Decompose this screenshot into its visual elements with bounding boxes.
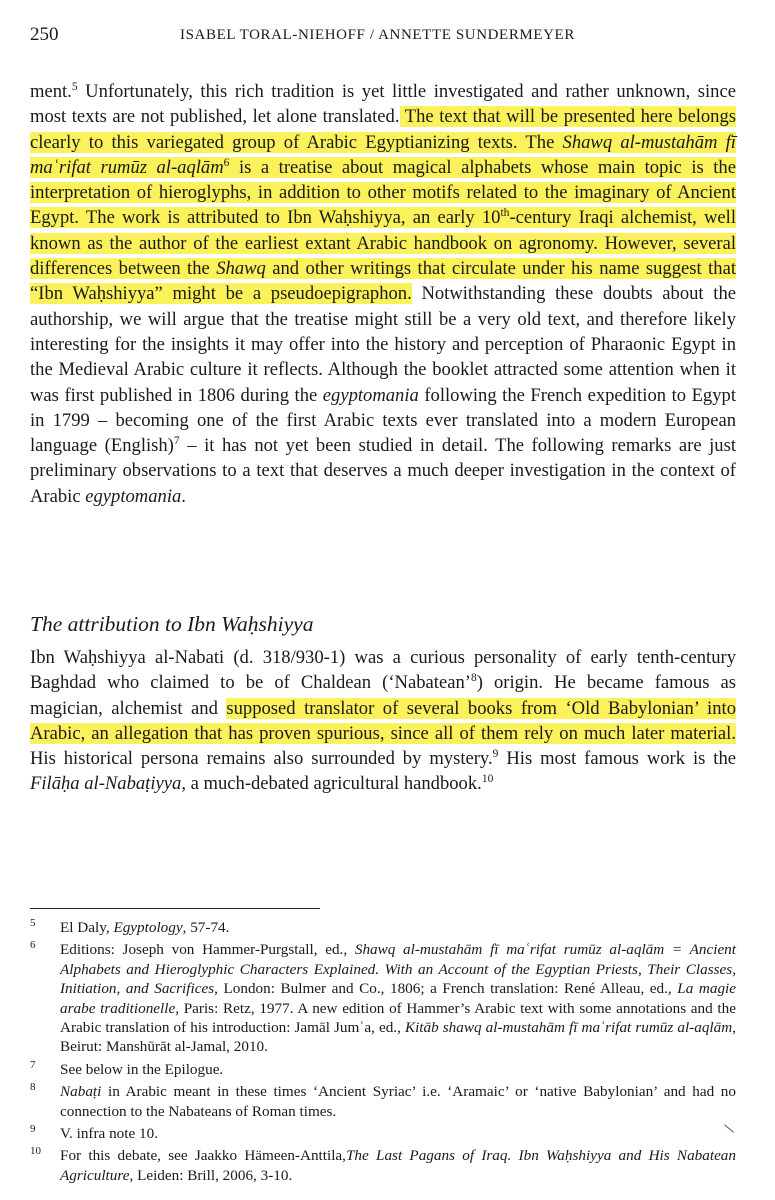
running-head [30,24,745,46]
note-ref-5[interactable]: 5 [71,80,78,93]
term-egyptomania: egyptomania [85,485,182,507]
note-ref-9[interactable]: 9 [492,748,499,761]
footnote-number: 10 [30,1145,41,1158]
section-heading: The attribution to Ibn Waḥshiyya [30,612,314,636]
footnote-7: 7 See below in the Epilogue. [30,1060,736,1079]
note-ref-6[interactable]: 6 [223,156,230,169]
p1-text: Unfortunately, this rich tradition is yet little investigated and rather unknown, since most texts are not published, let alone translated. [30,81,736,128]
p2-text: ) origin. He became famous as magician, alchemist and [30,672,736,719]
note-ref-10[interactable]: 10 [481,773,494,786]
ordinal-suffix: th [500,207,510,220]
note-ref-8[interactable]: 8 [470,672,477,685]
p2-text: , a much-debated agricultural handbook. [181,773,482,795]
p2-text: Ibn Waḥshiyya al-Nabati (d. 318/930-1) was a curious personality of early tenth-century Baghdad who claimed to be of Chaldean (‘Nabatean’ [30,647,736,694]
highlighted-passage: supposed translator of several books from ‘Old Babylonian’ into Arabic, an allegation that has proven spurious, since all of them rely on much later material. [30,697,736,744]
paragraph-2 [30,645,736,797]
p1-text: Notwithstanding these doubts about the authorship, we will argue that the treatise might still be a very old text, and therefore likely interesting for the insights it may offer into the history and perception of Pharaonic Egypt in the Medieval Arabic culture it reflects. Although the booklet attracted some attention when it was first published in 1806 during the [30,283,736,406]
p2-text: His most famous work is the [498,748,736,770]
p1-text: ment. [30,81,72,102]
footnote-number: 9 [30,1123,36,1136]
work-title-shawq-short: Shawq [216,258,266,280]
footnote-9: 9 V. infra note 10. [30,1124,736,1143]
footnote-6: 6 Editions: Joseph von Hammer-Purgstall, ed., Shawq al-mustahām fī maʿrifat rumūz al-aqlām = Ancient Alphabets and Hieroglyphic Characters Explained. With an Account of the Egyptian Priests, Their Classes, Initiation, and Sacrifices, London: Bulmer and Co., 1806; a French translation: René Alleau, ed., La magie arabe traditionelle, Paris: Retz, 1977. A new edition of Hammer’s Arabic text with some annotations and the Arabic translation of his introduction: Jamāl Jumʿa, ed., Kitāb shawq al-mustahām fī maʿrifat rumūz al-aqlām, Beirut: Manshūrāt al-Jamal, 2010. [30,940,736,1056]
footnote-5: 5 El Daly, Egyptology, 57-74. [30,918,736,937]
p2-text: His historical persona remains also surrounded by mystery. [30,748,493,770]
p1-text: – it has not yet been studied in detail. The following remarks are just preliminary observations to a text that deserves a much deeper investigation in the context of Arabic [30,435,737,507]
page-number: 250 [30,24,59,45]
note-ref-7[interactable]: 7 [173,435,180,448]
footnote-8: 8 Nabaṭi in Arabic meant in these times ‘Ancient Syriac’ i.e. ‘Aramaic’ or ‘native Babylonian’ and had no connection to the Nabateans of Roman times. [30,1082,736,1121]
footnote-number: 6 [30,939,36,952]
footnote-rule [30,908,320,909]
work-title-filaha: Filāḥa al-Nabaṭiyya [30,773,182,795]
footnotes [30,918,736,1185]
running-title: ISABEL TORAL-NIEHOFF / ANNETTE SUNDERMEYER [180,27,575,43]
footnote-number: 8 [30,1081,36,1094]
footnote-number: 7 [30,1058,36,1071]
paragraph-1: ment.$^5$ Unfortunately, this rich tradition is yet little investigated and rather unknown, since most texts are not published, let alone translated. The text that will be presented here belongs clearly to this variegated group of Arabic Egyptianizing texts. The Shawq al-mustahām fī maʿrifat rumūz al-aqlām$^6$ is a treatise about magical alphabets whose main topic is the interpretation of hieroglyphs, in addition to other motifs related to the imaginary of Ancient Egypt. The work is attributed to Ibn Waḥshiyya, an early 10th-century Iraqi alchemist, well known as the author of the earliest extant Arabic handbook on agronomy. However, several differences between the Shawq and other writings that circulate under his name suggest that “Ibn Waḥshiyya” might be a pseudoepigraphon. Notwithstanding these doubts about the authorship, we will argue that the treatise might still be a very old text, and therefore likely interesting for the insights it may offer into the history and perception of Pharaonic Egypt in the Medieval Arabic culture it reflects. Although the booklet attracted some attention when it was first published in 1806 during the egyptomania following the French expedition to Egypt in 1799 – becoming one of the first Arabic texts ever translated into a modern European language (English)$^7$ – it has not yet been studied in detail. The following remarks are just preliminary observations to a text that deserves a much deeper investigation in the context of Arabic egyptomania. [30,80,737,507]
highlighted-passage: The text that will be presented here belongs clearly to this variegated group of Arabic Egyptianizing texts. The Shawq al-mustahām fī maʿrifat rumūz al-aqlām$^6$ is a treatise about magical alphabets whose main topic is the interpretation of hieroglyphs, in addition to other motifs related to the imaginary of Ancient Egypt. The work is attributed to Ibn Waḥshiyya, an early 10th-century Iraqi alchemist, well known as the author of the earliest extant Arabic handbook on agronomy. However, several differences between the Shawq and other writings that circulate under his name suggest that “Ibn Waḥshiyya” might be a pseudoepigraphon. [30,106,736,305]
work-title-shawq: Shawq al-mustahām fī maʿrifat rumūz al-aqlām [30,131,736,178]
footnote-number: 5 [30,917,36,929]
term-egyptomania: egyptomania [322,384,419,406]
p1-text: following the French expedition to Egypt in 1799 – becoming one of the first Arabic texts ever translated into a modern European language (English) [30,384,736,457]
footnote-10: 10 For this debate, see Jaakko Hämeen-Anttila,The Last Pagans of Iraq. Ibn Waḥshiyya and His Nabatean Agriculture, Leiden: Brill, 2006, 3-10. [30,1146,736,1185]
